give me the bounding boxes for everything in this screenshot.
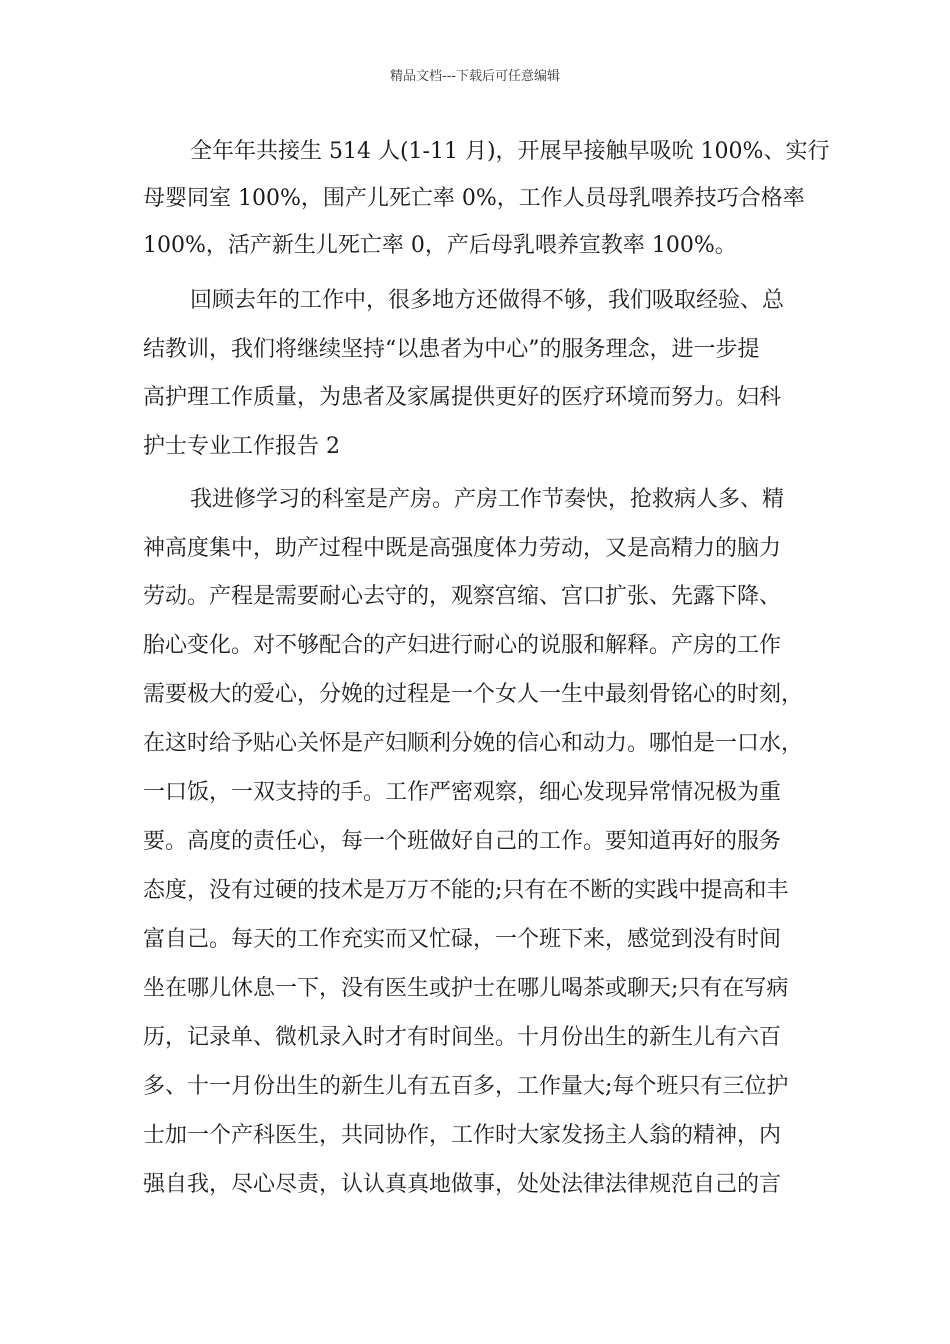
text-line: 在这时给予贴心关怀是产妇顺利分娩的信心和动力。哪怕是一口水， [143, 731, 804, 756]
text-line: 100%，活产新生儿死亡率 0，产后母乳喂养宣教率 100%。 [143, 233, 737, 258]
text-line: 一口饭，一双支持的手。工作严密观察，细心发现异常情况极为重 [143, 780, 782, 805]
text-line: 回顾去年的工作中，很多地方还做得不够，我们吸取经验、总 [190, 288, 785, 313]
text-line: 多、十一月份出生的新生儿有五百多，工作量大;每个班只有三位护 [143, 1074, 789, 1099]
text-line: 我进修学习的科室是产房。产房工作节奏快，抢救病人多、精 [190, 487, 785, 512]
text-line: 态度，没有过硬的技术是万万不能的;只有在不断的实践中提高和丰 [143, 878, 789, 903]
text-line: 高护理工作质量，为患者及家属提供更好的医疗环境而努力。妇科 [143, 385, 782, 410]
text-line: 坐在哪儿休息一下，没有医生或护士在哪儿喝茶或聊天;只有在写病 [143, 976, 789, 1001]
text-line: 结教训，我们将继续坚持“以患者为中心”的服务理念，进一步提 [143, 337, 760, 362]
text-line: 全年年共接生 514 人(1-11 月)，开展早接触早吸吮 100%、实行 [190, 139, 830, 164]
text-line: 士加一个产科医生，共同协作，工作时大家发扬主人翁的精神，内 [143, 1123, 782, 1148]
text-line: 护士专业工作报告 2 [143, 434, 340, 459]
text-line: 神高度集中，助产过程中既是高强度体力劳动，又是高精力的脑力 [143, 536, 782, 561]
text-line: 富自己。每天的工作充实而又忙碌，一个班下来，感觉到没有时间 [143, 927, 782, 952]
text-line: 历，记录单、微机录入时才有时间坐。十月份出生的新生儿有六百 [143, 1025, 782, 1050]
text-line: 要。高度的责任心，每一个班做好自己的工作。要知道再好的服务 [143, 829, 782, 854]
text-line: 强自我，尽心尽责，认认真真地做事，处处法律法律规范自己的言 [143, 1172, 782, 1197]
text-line: 母婴同室 100%，围产儿死亡率 0%，工作人员母乳喂养技巧合格率 [143, 186, 805, 211]
text-line: 胎心变化。对不够配合的产妇进行耐心的说服和解释。产房的工作 [143, 633, 782, 658]
text-line: 需要极大的爱心，分娩的过程是一个女人一生中最刻骨铭心的时刻， [143, 682, 804, 707]
page-header: 精品文档---下载后可任意编辑 [389, 69, 561, 84]
text-line: 劳动。产程是需要耐心去守的，观察宫缩、宫口扩张、先露下降、 [143, 584, 782, 609]
